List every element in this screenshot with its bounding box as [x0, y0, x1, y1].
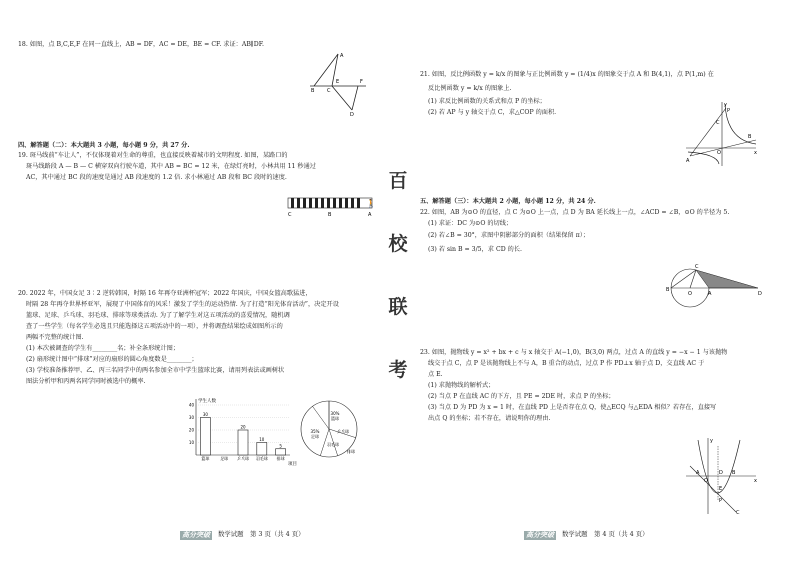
- pedestrian-icon: 🚶: [366, 199, 376, 208]
- q20-line-8: (3) 学校准备推荐甲、乙、丙三名同学中的两名参加全市中学生篮球比赛，请用列表法或画树状: [26, 367, 285, 374]
- bar-y-tick: 30: [188, 415, 194, 420]
- pie-slice-label: 乒乓球: [337, 429, 349, 434]
- pie-slice-label: 羽毛球: [327, 442, 339, 447]
- q22-label-d: D: [758, 291, 762, 297]
- bar-value-label: 20: [240, 424, 246, 430]
- q21-label-c: C: [716, 120, 720, 126]
- q20-pie-chart: [298, 398, 360, 460]
- bar-4: [276, 449, 286, 455]
- bar-y-tick: 20: [188, 427, 194, 433]
- q18-label-d: D: [350, 112, 354, 118]
- bar-category-label: 羽毛球: [255, 456, 268, 461]
- q20-bar-chart: [182, 395, 298, 465]
- q23-label-c: C: [736, 510, 740, 516]
- footer-left: 数学试题 第 3 页（共 4 页）: [218, 530, 305, 538]
- q19-line-1: 19. 斑马线前“车让人”，不仅体现着对生命的尊重，也直接反映着城市的文明程度. 如图，某路口的: [18, 152, 288, 159]
- q22-figure: [666, 262, 766, 306]
- q19-label-c: C: [288, 212, 292, 218]
- pie-slice-label: 35%: [310, 429, 320, 434]
- q20-line-4: 查了一些学生（每名学生必选且只能选择这五项活动中的一项），并将调查结果绘成如图所示的: [26, 323, 283, 330]
- footer-right: 数学试题 第 4 页（共 4 页）: [562, 530, 649, 538]
- q21-label-o: O: [717, 150, 721, 156]
- q21-line-4: (2) 若 AP 与 y 轴交于点 C，求△COP 的面积.: [428, 109, 557, 116]
- pie-slice-label: 排球: [347, 449, 355, 454]
- q22-line-1: 22. 如图，AB 为⊙O 的直径，点 C 为⊙O 上一点，点 D 为 BA 延长线上一点，∠ACD = ∠B，⊙O 的半径为 5.: [420, 209, 730, 216]
- q23-label-o: O: [704, 478, 708, 484]
- q20-line-6: (1) 本次被调查的学生有________名；补全条形统计图；: [26, 345, 180, 352]
- page-3: [0, 0, 396, 561]
- question-18: 18. 如图，点 B,C,E,F 在同一直线上，AB = DF，AC = DE，BE = CF. 求证：AB∥DF.: [18, 41, 265, 48]
- q22-label-a: A: [708, 291, 712, 297]
- bar-value-label: 10: [259, 437, 265, 442]
- pie-slice-label: 30%: [330, 411, 340, 416]
- q20-line-2: 时隔 28 年再夺世界杯亚军，展现了中国体育的风采！激发了学生的运动热情. 为了打造“阳光体育活动”，决定开设: [26, 301, 339, 308]
- q23-line-4: (1) 求抛物线的解析式；: [428, 382, 495, 389]
- q23-line-6: (3) 当点 D 为 PD 为 x = 1 时，在直线 PD 上是否存在点 Q，使△ECQ 与△EDA 相似？若存在，直接写: [428, 404, 717, 411]
- q23-line-1: 23. 如图，抛物线 y = x² + bx + c 与 x 轴交于 A(−1,0)，B(3,0) 两点，过点 A 的直线 y = −x − 1 与该抛物: [420, 349, 728, 356]
- q23-label-d: D: [719, 470, 723, 476]
- bar-category-label: 乒乓球: [237, 456, 249, 461]
- seal-char-2: 校: [388, 233, 408, 255]
- q22-line-2: (1) 求证：DC 为⊙O 的切线；: [428, 220, 513, 227]
- bar-2: [238, 430, 248, 455]
- q21-label-a: A: [686, 158, 690, 164]
- q20-line-5: 两幅不完整的统计图.: [26, 334, 84, 341]
- q23-label-e: E: [719, 486, 723, 492]
- q22-line-4: (3) 若 sin B = 3/5，求 CD 的长.: [428, 246, 522, 253]
- q23-label-b: B: [732, 470, 736, 476]
- q22-label-b: B: [666, 287, 670, 293]
- q21-label-b: B: [748, 134, 752, 140]
- seal-char-3: 联: [388, 296, 408, 318]
- q20-line-1: 20. 2022 年，中国女足 3∶2 逆转韩国，时隔 16 年再夺亚洲杯冠军；2022 年国庆，中国女篮高歌猛进，: [18, 290, 312, 297]
- bar-category-label: 排球: [276, 456, 285, 461]
- q22-label-c: C: [695, 264, 699, 270]
- q20-line-3: 篮球、足球、乒乓球、羽毛球、排球等球类活动. 为了了解学生对这五项活动的喜爱情况，随机调: [26, 312, 290, 319]
- bar-3: [257, 443, 267, 456]
- q23-label-y: y: [710, 438, 713, 444]
- bar-y-tick: 10: [188, 440, 194, 445]
- q18-label-a: A: [340, 53, 344, 59]
- bar-0: [200, 418, 210, 456]
- section-5-header: 五、解答题（三）：本大题共 2 小题，每小题 12 分，共 24 分.: [420, 198, 596, 205]
- q23-line-2: 线交于点 C，点 P 是该抛物线上不与 A，B 重合的动点，过点 P 作 PD⊥x 轴于点 D，交直线 AC 于: [428, 360, 705, 367]
- q23-figure: [684, 436, 758, 516]
- footer-brand-left: 高分突破: [182, 531, 210, 539]
- q21-line-3: (1) 求反比例函数的关系式和点 P 的坐标；: [428, 98, 546, 105]
- q19-label-a: A: [368, 212, 372, 218]
- bar-value-label: 30: [202, 412, 208, 417]
- q21-line-2: 反比例函数 y = k/x 的图象上.: [428, 85, 512, 92]
- footer-brand-right: 高分突破: [526, 531, 554, 539]
- q18-label-e: E: [336, 79, 340, 85]
- q19-line-3: AC，其中通过 BC 段的速度是通过 AB 段速度的 1.2 倍. 求小林通过 AB 段和 BC 段时的速度.: [26, 174, 287, 181]
- bar-y-tick: 40: [188, 402, 194, 408]
- page-4: [398, 0, 794, 561]
- q19-line-2: 斑马线路段 A — B — C 横穿双向行驶车道，其中 AB = BC = 12 米，在绿灯亮时，小林共用 11 秒通过: [26, 163, 316, 170]
- q21-figure: [682, 100, 760, 168]
- q18-label-c: C: [327, 88, 331, 94]
- q19-label-b: B: [328, 212, 332, 218]
- seal-char-1: 百: [388, 170, 408, 192]
- seal-char-4: 考: [388, 359, 408, 381]
- bar-y-axis-label: 学生人数: [198, 399, 216, 404]
- q21-line-1: 21. 如图，反比例函数 y = k/x 的图象与正比例函数 y = (1/4)x 的图象交于点 A 和 B(4,1)，点 P(1,m) 在: [420, 71, 714, 78]
- bar-x-axis-label: 项目: [288, 462, 297, 467]
- q23-line-7: 出点 Q 的坐标；若不存在，请说明你的理由.: [428, 415, 551, 422]
- q20-line-9: 图法分析甲和丙两名同学同时被选中的概率.: [26, 378, 146, 385]
- q23-label-p: P: [719, 498, 723, 504]
- q21-label-y: y: [724, 102, 727, 108]
- bar-value-label: 5: [279, 443, 282, 449]
- q22-label-o: O: [688, 291, 692, 297]
- bar-category-label: 足球: [220, 456, 229, 461]
- q20-line-7: (2) 扇形统计图中“排球”对应的扇形的圆心角度数是________；: [26, 356, 198, 363]
- q23-label-a: A: [696, 470, 700, 476]
- q23-line-3: 点 E.: [428, 371, 443, 378]
- section-4-header: 四、解答题（二）：本大题共 3 小题，每小题 9 分，共 27 分.: [18, 142, 190, 149]
- pie-slice-label: 足球: [311, 434, 319, 439]
- q22-line-3: (2) 若∠B = 30°，求图中阴影部分的面积（结果保留 π）；: [428, 232, 590, 239]
- shaded-region: [696, 270, 758, 288]
- q18-figure: [310, 52, 370, 118]
- q21-label-x: x: [754, 150, 757, 156]
- q18-label-f: F: [360, 79, 363, 85]
- q21-label-p: P: [727, 108, 731, 114]
- q19-crosswalk-figure: [288, 196, 376, 218]
- q23-label-x: x: [754, 478, 757, 484]
- q18-label-b: B: [311, 88, 315, 94]
- bar-category-label: 篮球: [201, 456, 210, 461]
- q23-line-5: (2) 当点 P 在直线 AC 的下方，且 PE = 2DE 时，求点 P 的坐标；: [428, 393, 615, 400]
- pie-slice-label: 篮球: [331, 416, 339, 421]
